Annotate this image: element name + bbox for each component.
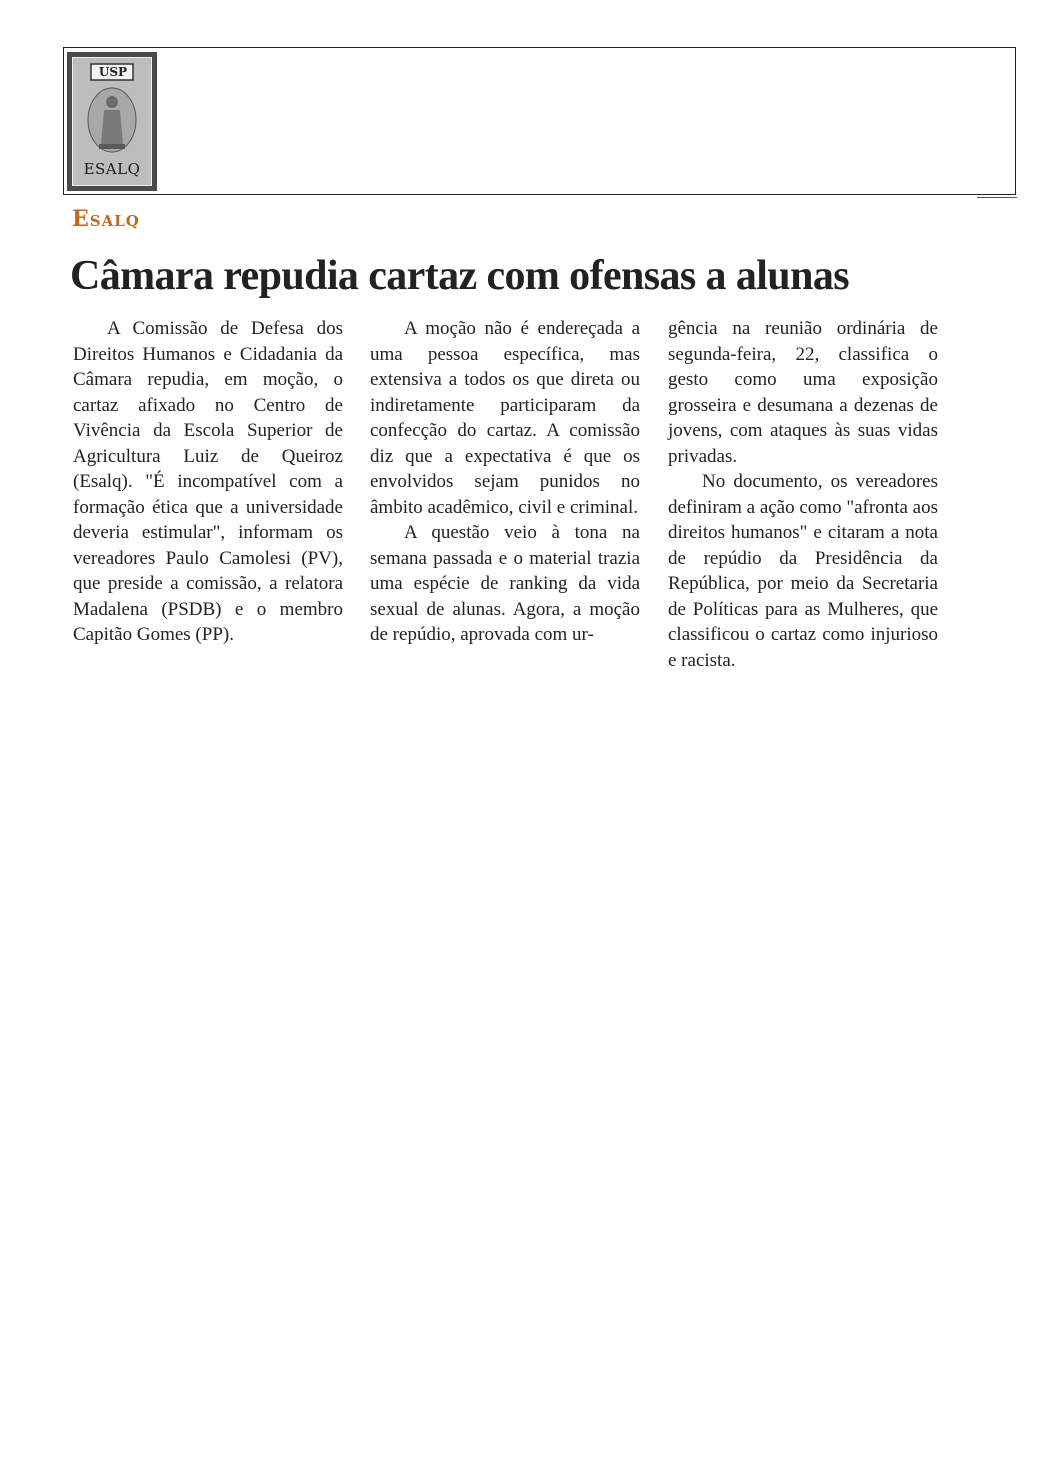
logo-panel — [72, 57, 152, 186]
paragraph: gência na reunião ordinária de segunda-feira, 22, classifica o gesto como uma exposição grosseira e desumana a dezenas de jovens, com ataques às suas vidas privadas. — [668, 318, 938, 467]
article-headline: Câmara repudia cartaz com ofensas a alunas — [70, 253, 849, 299]
paragraph: No documento, os vereadores definiram a ação como "afronta aos direitos humanos" e citaram a nota de repúdio da Presidência da República, por meio da Secretaria de Políticas para as Mulheres, que classificou o cartaz como injurioso e racista. — [668, 471, 938, 671]
paragraph: A moção não é endereçada a uma pessoa específica, mas extensiva a todos os que direta ou indiretamente participaram da confecção do cartaz. A comissão diz que a expectativa é que os envolvidos sejam punidos no âmbito acadêmico, civil e criminal. — [370, 318, 640, 518]
logo-top-text: USP — [98, 65, 128, 79]
article-column-3 — [668, 316, 938, 673]
article-column-1 — [73, 316, 343, 648]
logo-bottom-text: ESALQ — [83, 160, 141, 178]
section-label: Esalq — [72, 206, 140, 232]
header-divider — [977, 197, 1017, 198]
paragraph: A Comissão de Defesa dos Direitos Humanos e Cidadania da Câmara repudia, em moção, o cartaz afixado no Centro de Vivência da Escola Superior de Agricultura Luiz de Queiroz (Esalq). "É incompatível com a formação ética que a universidade deveria estimular", informam os vereadores Paulo Camolesi (PV), que preside a comissão, a relatora Madalena (PSDB) e o membro Capitão Gomes (PP). — [73, 318, 343, 645]
paragraph: A questão veio à tona na semana passada e o material trazia uma espécie de ranking da vida sexual de alunas. Agora, a moção de repúdio, aprovada com ur- — [370, 522, 640, 645]
clipping-header-frame — [63, 47, 1016, 195]
article-column-2 — [370, 316, 640, 648]
usp-esalq-logo — [67, 52, 157, 191]
